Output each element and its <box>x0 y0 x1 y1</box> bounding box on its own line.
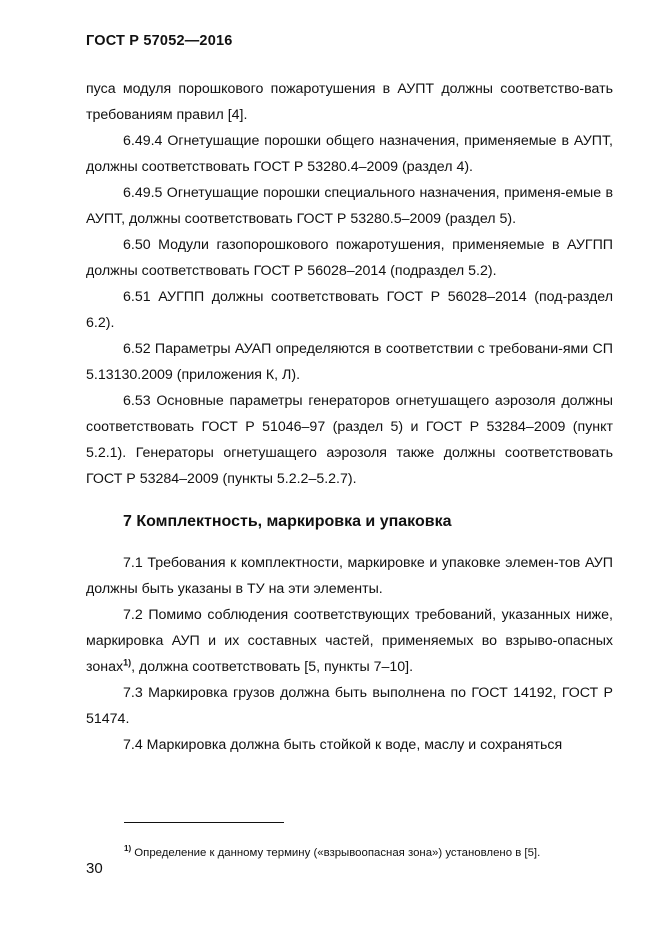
paragraph-6-53: 6.53 Основные параметры генераторов огнетушащего аэрозоля должны соответствовать ГОСТ Р 51046–97 (раздел 5) и ГОСТ Р 53284–2009 (пункт 5.2.1). Генераторы огнетушащего аэрозоля также должны соответствовать ГОСТ Р 53284–2009 (пункты 5.2.2–5.2.7). <box>86 393 613 487</box>
paragraph-7-2 <box>86 602 613 680</box>
paragraph-7-4: 7.4 Маркировка должна быть стойкой к воде, маслу и сохраняться <box>123 737 563 753</box>
footnote-marker: 1) <box>124 844 132 854</box>
paragraph-6-50: 6.50 Модули газопорошкового пожаротушения, применяемые в АУГПП должны соответствовать ГОСТ Р 56028–2014 (подраздел 5.2). <box>86 237 613 279</box>
footnote-text: Определение к данному термину («взрывоопасная зона») установлено в [5]. <box>131 847 541 859</box>
paragraph-7-2-text: 7.2 Помимо соблюдения соответствующих требований, указанных ниже, маркировка АУП и их составных частей, применяемых во взрыво-опасных зонах <box>86 607 613 675</box>
paragraph-6-52: 6.52 Параметры АУАП определяются в соответствии с требовани-ями СП 5.13130.2009 (приложения К, Л). <box>86 341 613 383</box>
paragraph-6-51: 6.51 АУГПП должны соответствовать ГОСТ Р 56028–2014 (под-раздел 6.2). <box>86 289 613 331</box>
paragraph-continuation: пуса модуля порошкового пожаротушения в АУПТ должны соответство-вать требованиям правил [4]. <box>86 81 613 123</box>
paragraph-6-49-4: 6.49.4 Огнетушащие порошки общего назначения, применяемые в АУПТ, должны соответствовать ГОСТ Р 53280.4–2009 (раздел 4). <box>86 133 613 175</box>
paragraph-6-49-5: 6.49.5 Огнетушащие порошки специального назначения, применя-емые в АУПТ, должны соответствовать ГОСТ Р 53280.5–2009 (раздел 5). <box>86 185 613 227</box>
section-title: 7 Комплектность, маркировка и упаковка <box>123 513 452 530</box>
footnote <box>124 845 540 861</box>
paragraph-7-1: 7.1 Требования к комплектности, маркировке и упаковке элемен-тов АУП должны быть указаны в ТУ на эти элементы. <box>86 555 613 597</box>
footnote-divider <box>124 822 284 823</box>
document-header: ГОСТ Р 57052—2016 <box>86 33 233 49</box>
footnote-reference: 1) <box>123 657 132 668</box>
document-body <box>86 76 613 758</box>
paragraph-7-3: 7.3 Маркировка грузов должна быть выполнена по ГОСТ 14192, ГОСТ Р 51474. <box>86 685 613 727</box>
paragraph-7-2-text-end: , должна соответствовать [5, пункты 7–10]. <box>131 659 414 675</box>
page-number: 30 <box>86 860 103 877</box>
